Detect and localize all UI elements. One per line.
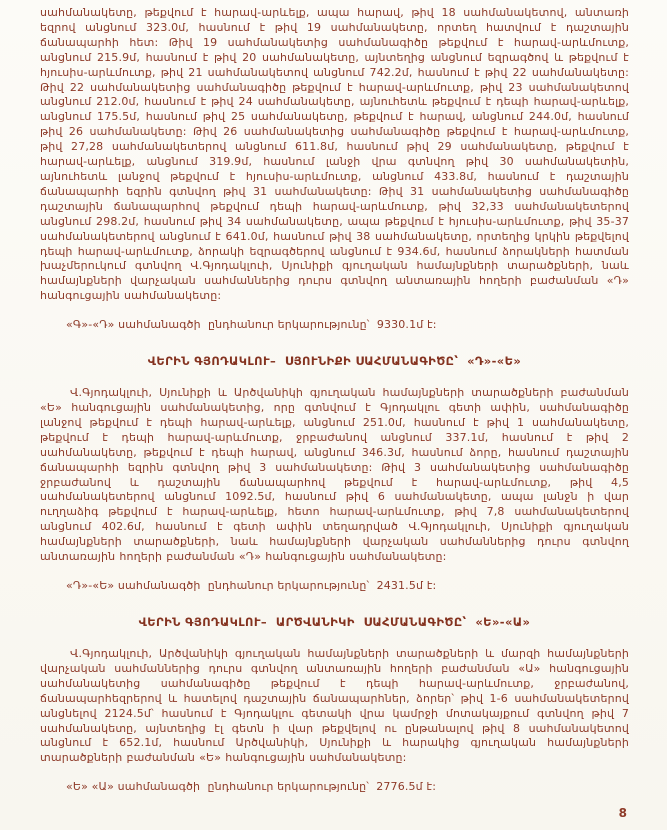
page-number: 8 [618, 806, 627, 820]
segment-total-length-g-d: «Գ»-«Դ» սահմանագծի ընդհանուր երկարությունը՝ 9330.1մ է: [66, 318, 437, 332]
boundary-description-paragraph-3: Վ.Գյոդակլուի, Արծվանիկի գյուղական համայնքների տարածքների և մարզի համայնքների վարչական սահմաններից դուրս գտնվող անտառային հողերի բաժանման «Ա» հանգուցային սահմանակետից սահմանագիծը թեքվում է դեպի հարավ-արևմուտք, ջրբաժանով, ճանապարհեզրերով և հատելով դաշտային ճանապարհներ, ձորեր՝ թիվ 1-6 սահմանակետերով անցնելով 2124.5մ՝ հասնում է Գյոդակլու գետակի վրա կամրջի մոտակայքում գտնվող թիվ 7 սահմանակետը, այնտեղից էլ գետն ի վար թեքվելով ու ընթանալով թիվ 8 սահմանակետով անցնում է 652.1մ, հասնում Արծվանիկի, Սյունիքի և հարակից գյուղական համայնքների տարածքների բաժանման «Ե» հանգուցային սահմանակետը: [40, 647, 629, 765]
boundary-description-paragraph-2: Վ.Գյոդակլուի, Սյունիքի և Արծվանիկի գյուղական համայնքների տարածքների բաժանման «Ե» հանգուցային սահմանակետից, որը գտնվում է Գյոդակլու գետի ափին, սահմանագիծը լանջով թեքվում է դեպի հարավ-արևելք, անցնում 251.0մ, հասնում է թիվ 1 սահմանակետը, թեքվում է դեպի հարավ-արևմուտք, ջրբաժանով անցնում 337.1մ, հասնում է թիվ 2 սահմանակետը, թեքվում է դեպի հարավ, անցնում 346.3մ, հասնում ձորը, հասնում դաշտային ճանապարհի եզրին գտնվող թիվ 3 սահմանակետը: Թիվ 3 սահմանակետից սահմանագիծը ջրբաժանով և դաշտային ճանապարհով թեքվում է հարավ-արևմուտք, թիվ 4,5 սահմանակետերով անցնում 1092.5մ, հասնում թիվ 6 սահմանակետը, ապա լանջն ի վար ուղղաձիգ թեքվում է հարավ-արևելք, հետո հարավ-արևմուտք, թիվ 7,8 սահմանակետերով անցնում 402.6մ, հասնում է գետի ափին տեղադրված Վ.Գյոդակլուի, Սյունիքի գյուղական համայնքների տարածքների, նաև համայնքների վարչական սահմաններից դուրս գտնվող անտառային հողերի բաժանման «Դ» հանգուցային սահմանակետը: [40, 386, 629, 564]
section-heading-artsvanik-boundary: ՎԵՐԻՆ ԳՅՈԴԱԿԼՈՒ– ԱՐԾՎԱՆԻԿԻ ՍԱՀՄԱՆԱԳԻԾԸ՝ «Ե»-«Ա» [138, 615, 531, 629]
section-heading-syunik-boundary: ՎԵՐԻՆ ԳՅՈԴԱԿԼՈՒ– ՍՅՈՒՆԻՔԻ ՍԱՀՄԱՆԱԳԻԾԸ՝ «Դ»-«Ե» [147, 354, 522, 369]
boundary-description-paragraph-1: սահմանակետը, թեքվում է հարավ-արևելք, ապա հարավ, թիվ 18 սահմանակետով, անտառի եզրով անցնում 323.0մ, հասնում է թիվ 19 սահմանակետը, որտեղ հատվում է դաշտային ճանապարհի հետ: Թիվ 19 սահմանակետից սահմանագիծը թեքվում է հարավ-արևմուտք, անցնում 215.9մ, հասնում է թիվ 20 սահմանակետը, այնտեղից անցնում եզրագծով և թեքվում է հյուսիս-արևմուտք, թիվ 21 սահմանակետով անցնում 742.2մ, հասնում է թիվ 22 սահմանակետը: Թիվ 22 սահմանակետից սահմանագիծը թեքվում է հարավ-արևմուտք, թիվ 23 սահմանակետով անցնում 212.0մ, հասնում է թիվ 24 սահմանակետը, այնուհետև թեքվում է դեպի հարավ-արևելք, անցնում 175.5մ, հասնում թիվ 25 սահմանակետը, թեքվում է հարավ, անցնում 244.0մ, հասնում թիվ 26 սահմանակետը: Թիվ 26 սահմանակետից սահմանագիծը թեքվում է հարավ-արևմուտք, թիվ 27,28 սահմանակետերով անցնում 611.8մ, հասնում թիվ 29 սահմանակետը, թեքվում է հարավ-արևելք, անցնում 319.9մ, հասնում լանջի վրա գտնվող թիվ 30 սահմանակետին, այնուհետև լանջով թեքվում է հյուսիս-արևմուտք, անցնում 433.8մ, հասնում է դաշտային ճանապարհի եզրին գտնվող թիվ 31 սահմանակետը: Թիվ 31 սահմանակետից սահմանագիծը դաշտային ճանապարհով թեքվում դեպի հարավ-արևմուտք, թիվ 32,33 սահմանակետերով անցնում 298.2մ, հասնում թիվ 34 սահմանակետը, ապա թեքվում է հյուսիս-արևմուտք, թիվ 35-37 սահմանակետերով անցնում է 641.0մ, հասնում թիվ 38 սահմանակետը, որտեղից կրկին թեքվելով դեպի հարավ-արևմուտք, ձորակի եզրագծերով անցնում է 934.6մ, հասնում ձորակների հատման խաչմերուկում գտնվող Վ.Գյոդակլուի, Սյունիքի գյուղական համայնքների տարածքների, նաև համայնքների վարչական սահմաններից դուրս գտնվող անտառային հողերի բաժանման «Դ» հանգուցային սահմանակետը: [40, 6, 629, 303]
segment-total-length-d-e: «Դ»-«Ե» սահմանագծի ընդհանուր երկարությունը՝ 2431.5մ է: [66, 579, 437, 592]
segment-total-length-e-a: «Ե» «Ա» սահմանագծի ընդհանուր երկարությունը՝ 2776.5մ է: [66, 780, 437, 794]
